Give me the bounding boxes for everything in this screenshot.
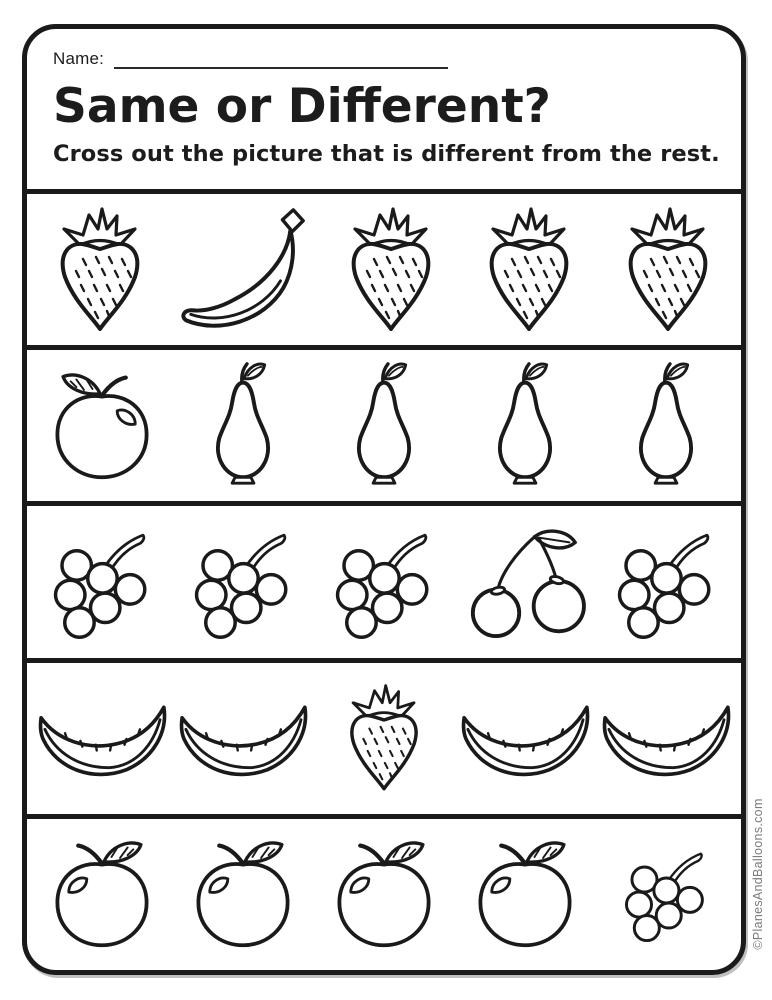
fruit-pear-icon[interactable] [596,357,737,495]
fruit-apple-icon[interactable] [31,370,172,482]
page-subtitle: Cross out the picture that is different from the rest. [53,141,720,167]
fruit-apple-icon[interactable] [31,838,172,950]
worksheet-header [27,29,741,189]
fruit-apple-icon[interactable] [172,838,313,950]
worksheet-row [27,345,741,501]
fruit-pear-icon[interactable] [172,357,313,495]
fruit-grapes-icon[interactable] [31,525,172,640]
fruit-grapes-icon[interactable] [313,525,454,640]
name-input[interactable] [114,45,448,69]
fruit-watermelon-icon[interactable] [596,691,737,785]
page-title: Same or Different? [53,79,551,134]
worksheet-row [27,814,741,970]
fruit-cherries-icon[interactable] [455,525,596,639]
fruit-watermelon-icon[interactable] [455,691,596,785]
worksheet-row [27,501,741,657]
worksheet-row [27,189,741,345]
fruit-apple-icon[interactable] [313,838,454,950]
fruit-grapes-icon[interactable] [596,845,737,943]
fruit-strawberry-icon[interactable] [313,682,454,794]
fruit-strawberry-icon[interactable] [599,205,738,335]
name-row [53,45,721,69]
fruit-watermelon-icon[interactable] [31,691,172,785]
fruit-pear-icon[interactable] [455,357,596,495]
rows [27,189,741,970]
fruit-banana-icon[interactable] [170,203,322,337]
fruit-strawberry-icon[interactable] [460,205,599,335]
worksheet-row [27,658,741,814]
watermark: ©PlanesAndBalloons.com [751,798,765,950]
fruit-pear-icon[interactable] [313,357,454,495]
fruit-apple-icon[interactable] [455,838,596,950]
fruit-watermelon-icon[interactable] [172,691,313,785]
fruit-strawberry-icon[interactable] [31,205,170,335]
worksheet-card [22,24,746,975]
fruit-strawberry-icon[interactable] [322,205,461,335]
fruit-grapes-icon[interactable] [596,525,737,640]
fruit-grapes-icon[interactable] [172,525,313,640]
name-label: Name: [53,49,105,68]
